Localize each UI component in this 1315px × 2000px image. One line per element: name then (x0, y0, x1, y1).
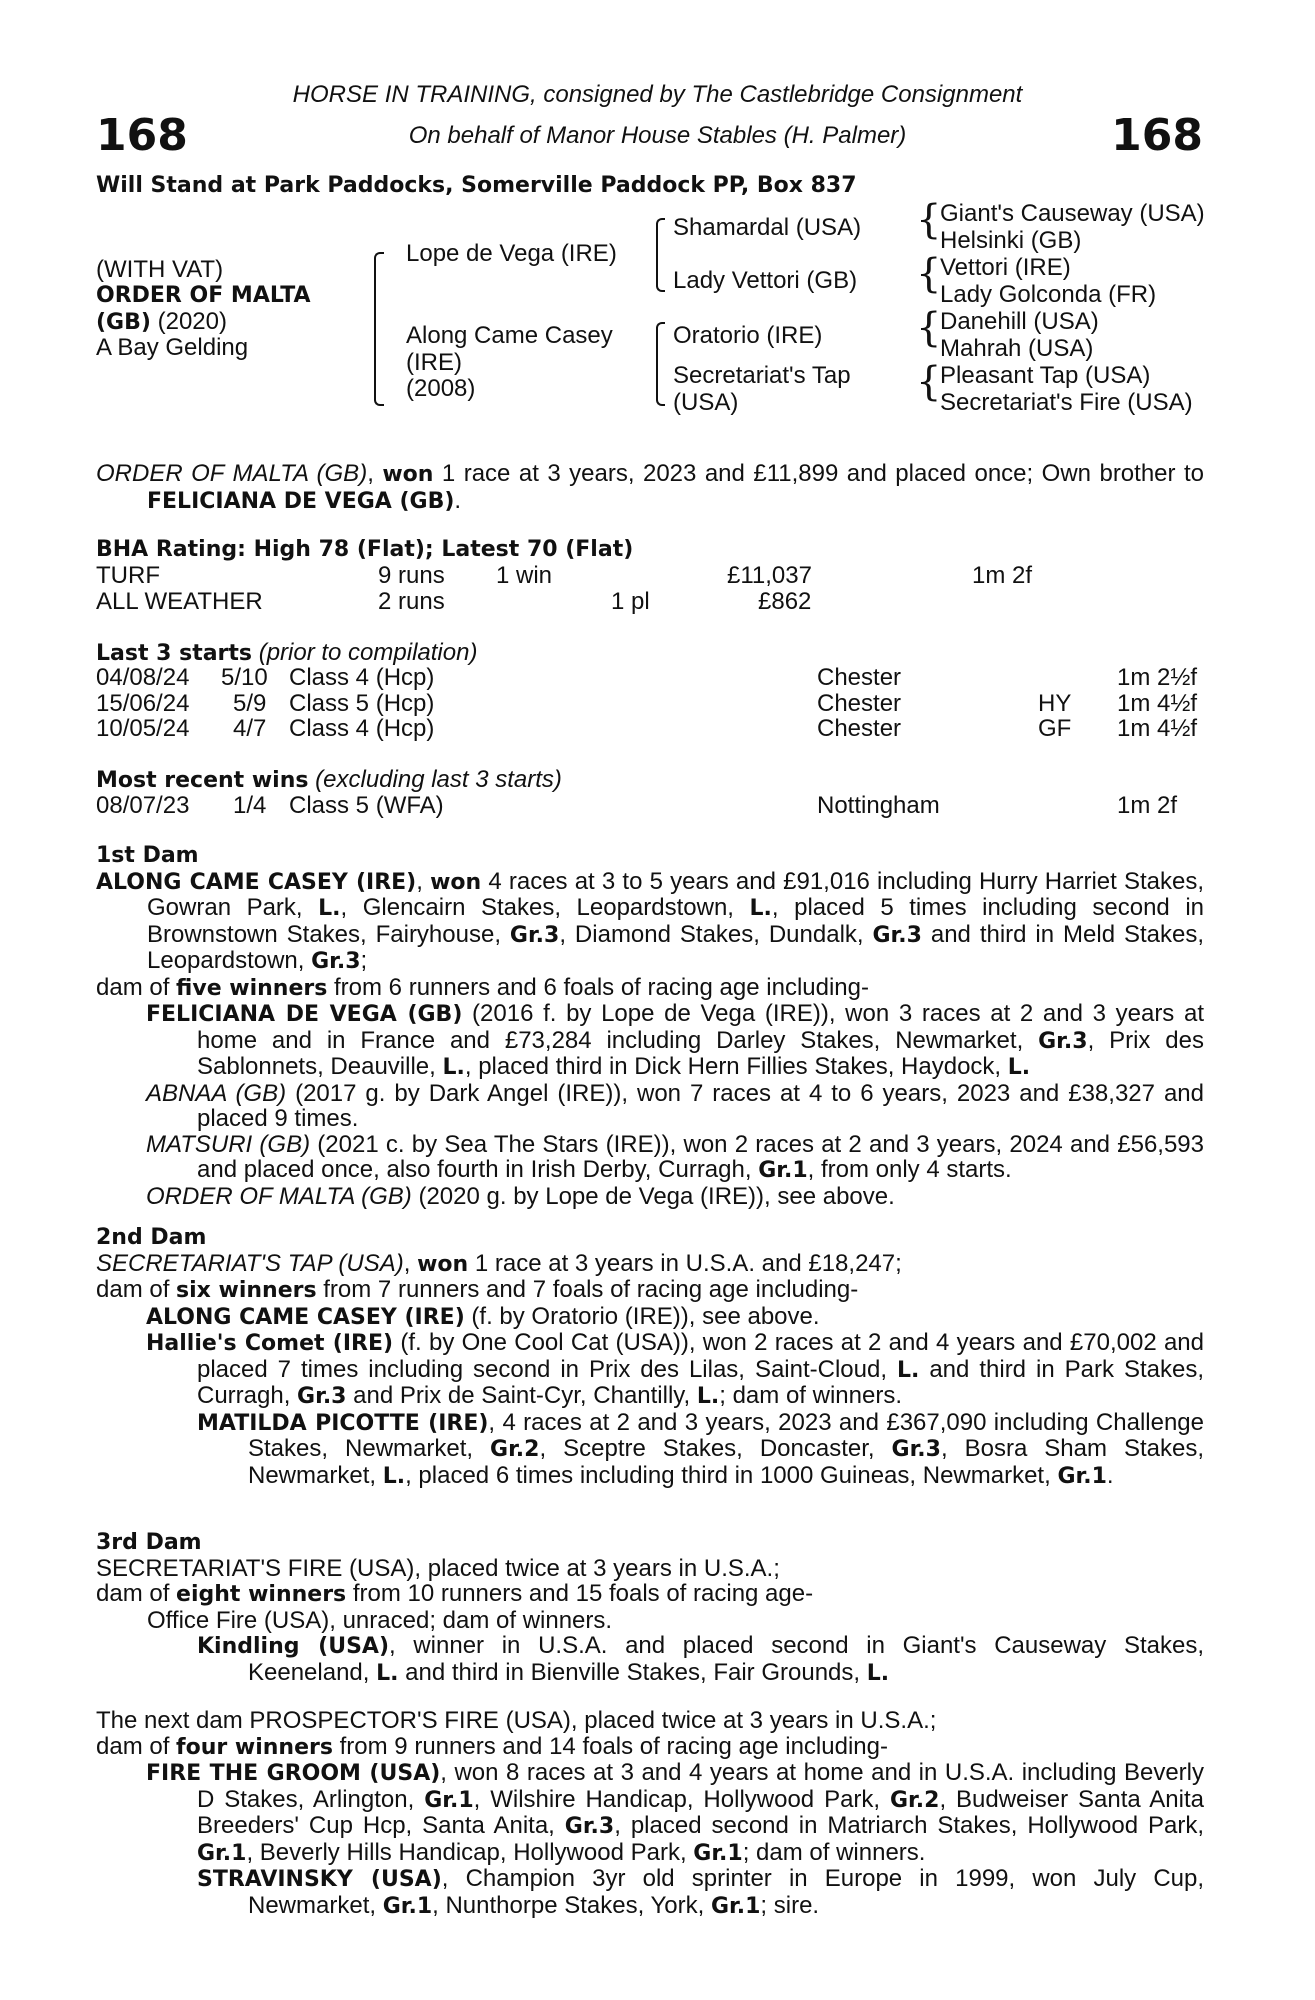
pedigree-dds: Pleasant Tap (USA) (940, 362, 1151, 389)
rating-row-turf: TURF 9 runs 1 win £11,037 1m 2f (96, 562, 1033, 589)
last-starts-heading: Last 3 starts (prior to compilation) (96, 639, 478, 666)
lot-number-left: 168 (96, 110, 188, 161)
second-dam-section: 2nd Dam SECRETARIAT'S TAP (USA), won 1 race at 3 years in U.S.A. and £18,247; dam of six winners from 7 runners and 7 foals of racing age including- ALONG CAME CASEY (IRE) (f. by Oratorio (IRE)), see above. Hallie's Comet (IRE) (f. by One Cool Cat (USA)), won 2 races at 2 and 4 years and £70,002 and placed 7 times including second in Prix des Lilas, Saint-Cloud, L. and third in Park Stakes, Curragh, Gr.3 and Prix de Saint-Cyr, Chantilly, L.; dam of winners. MATILDA PICOTTE (IRE), 4 races at 2 and 3 years, 2023 and £367,090 including Challenge Stakes, Newmarket, Gr.2, Sceptre Stakes, Doncaster, Gr.3, Bosra Sham Stakes, Newmarket, L., placed 6 times including third in 1000 Guineas, Newmarket, Gr.1. (96, 1225, 1205, 1489)
pedigree-sire-dam: Lady Vettori (GB) (673, 267, 858, 294)
pedigree-dam-1: Along Came Casey (406, 322, 613, 349)
third-dam-heading: 3rd Dam (96, 1530, 202, 1555)
consignor-line: HORSE IN TRAINING, consigned by The Castlebridge Consignment (292, 81, 1023, 108)
pedigree-sds: Vettori (IRE) (940, 254, 1071, 281)
bha-rating: BHA Rating: High 78 (Flat); Latest 70 (Flat) (96, 537, 634, 562)
second-dam-heading: 2nd Dam (96, 1225, 207, 1250)
start-row: 04/08/24 5/10 Class 4 (Hcp) Chester 1m 2½f (96, 664, 1198, 691)
first-dam-section: 1st Dam ALONG CAME CASEY (IRE), won 4 races at 3 to 5 years and £91,016 including Hurry Harriet Stakes, Gowran Park, L., Glencairn Stakes, Leopardstown, L., placed 5 times including second in Brownstown Stakes, Fairyhouse, Gr.3, Diamond Stakes, Dundalk, Gr.3 and third in Meld Stakes, Leopardstown, Gr.3; dam of five winners from 6 runners and 6 foals of racing age including- FELICIANA DE VEGA (GB) (2016 f. by Lope de Vega (IRE)), won 3 races at 2 and 3 years at home and in France and £73,284 including Darley Stakes, Newmarket, Gr.3, Prix des Sablonnets, Deauville, L., placed third in Dick Hern Fillies Stakes, Haydock, L. ABNAA (GB) (2017 g. by Dark Angel (IRE)), won 7 races at 4 to 6 years, 2023 and £38,327 and placed 9 times. MATSURI (GB) (2021 c. by Sea The Stars (IRE)), won 2 races at 2 and 3 years, 2024 and £56,593 and placed once, also fourth in Irish Derby, Curragh, Gr.1, from only 4 starts. ORDER OF MALTA (GB) (2020 g. by Lope de Vega (IRE)), see above. (96, 843, 1204, 1210)
horse-country-year (96, 309, 227, 336)
pedigree-dsd: Mahrah (USA) (940, 335, 1094, 362)
pedigree-sire-sire: Shamardal (USA) (673, 214, 862, 241)
start-row: 10/05/24 4/7 Class 4 (Hcp) Chester GF 1m 4½f (96, 715, 1198, 742)
race-summary: ORDER OF MALTA (GB), won 1 race at 3 years, 2023 and £11,899 and placed once; Own brother to FELICIANA DE VEGA (GB). (96, 460, 1204, 514)
summary-sibling: FELICIANA DE VEGA (GB) (147, 488, 455, 514)
pedigree-sdd: Lady Golconda (FR) (940, 281, 1157, 308)
pedigree-brace-1: { (916, 197, 942, 243)
pedigree-ddd: Secretariat's Fire (USA) (940, 389, 1193, 416)
horse-description: A Bay Gelding (96, 334, 249, 361)
horse-year: (2020) (157, 308, 227, 335)
horse-country: (GB) (96, 310, 151, 335)
pedigree-ssd: Helsinki (GB) (940, 227, 1082, 254)
pedigree-brace-2: { (916, 251, 942, 297)
recent-wins-heading: Most recent wins (excluding last 3 starts) (96, 766, 562, 793)
win-row: 08/07/23 1/4 Class 5 (WFA) Nottingham 1m 2f (96, 792, 1178, 819)
pedigree-sire: Lope de Vega (IRE) (406, 240, 617, 267)
vat-status: (WITH VAT) (96, 256, 224, 283)
start-row: 15/06/24 5/9 Class 5 (Hcp) Chester HY 1m 4½f (96, 690, 1198, 717)
next-dam-section: The next dam PROSPECTOR'S FIRE (USA), placed twice at 3 years in U.S.A.; dam of four winners from 9 runners and 14 foals of racing age including- FIRE THE GROOM (USA), won 8 races at 3 and 4 years at home and in U.S.A. including Beverly D Stakes, Arlington, Gr.1, Wilshire Handicap, Hollywood Park, Gr.2, Budweiser Santa Anita Breeders' Cup Hcp, Santa Anita, Gr.3, placed second in Matriarch Stakes, Hollywood Park, Gr.1, Beverly Hills Handicap, Hollywood Park, Gr.1; dam of winners. STRAVINSKY (USA), Champion 3yr old sprinter in Europe in 1999, won July Cup, Newmarket, Gr.1, Nunthorpe Stakes, York, Gr.1; sire. (96, 1707, 1205, 1919)
pedigree-brace-4: { (916, 359, 942, 405)
first-dam-heading: 1st Dam (96, 843, 199, 868)
pedigree-brace-3: { (916, 305, 942, 351)
horse-name: ORDER OF MALTA (96, 283, 311, 308)
stabling-location: Will Stand at Park Paddocks, Somerville Paddock PP, Box 837 (96, 173, 857, 198)
third-dam-section: 3rd Dam SECRETARIAT'S FIRE (USA), placed twice at 3 years in U.S.A.; dam of eight winners from 10 runners and 15 foals of racing age- Office Fire (USA), unraced; dam of winners. Kindling (USA), winner in U.S.A. and placed second in Giant's Causeway Stakes, Keeneland, L. and third in Bienville Stakes, Fair Grounds, L. (96, 1530, 1204, 1686)
rating-row-all-weather: ALL WEATHER 2 runs 1 pl £862 (96, 588, 812, 615)
lot-number-right: 168 (1111, 110, 1203, 161)
pedigree-dam-sire: Oratorio (IRE) (673, 322, 823, 349)
pedigree-dam-2: (IRE) (406, 349, 462, 376)
pedigree-dss: Danehill (USA) (940, 308, 1099, 335)
pedigree-dam-dam-2: (USA) (673, 389, 739, 416)
summary-horse-name: ORDER OF MALTA (GB) (96, 460, 368, 487)
pedigree-bracket-dam (656, 322, 665, 406)
pedigree-dam-3: (2008) (406, 375, 476, 402)
pedigree-dam-dam-1: Secretariat's Tap (673, 362, 851, 389)
pedigree-sss: Giant's Causeway (USA) (940, 200, 1205, 227)
vendor-line: On behalf of Manor House Stables (H. Palmer) (408, 122, 907, 149)
pedigree-bracket-main (374, 252, 384, 406)
pedigree-bracket-sire (656, 218, 665, 292)
